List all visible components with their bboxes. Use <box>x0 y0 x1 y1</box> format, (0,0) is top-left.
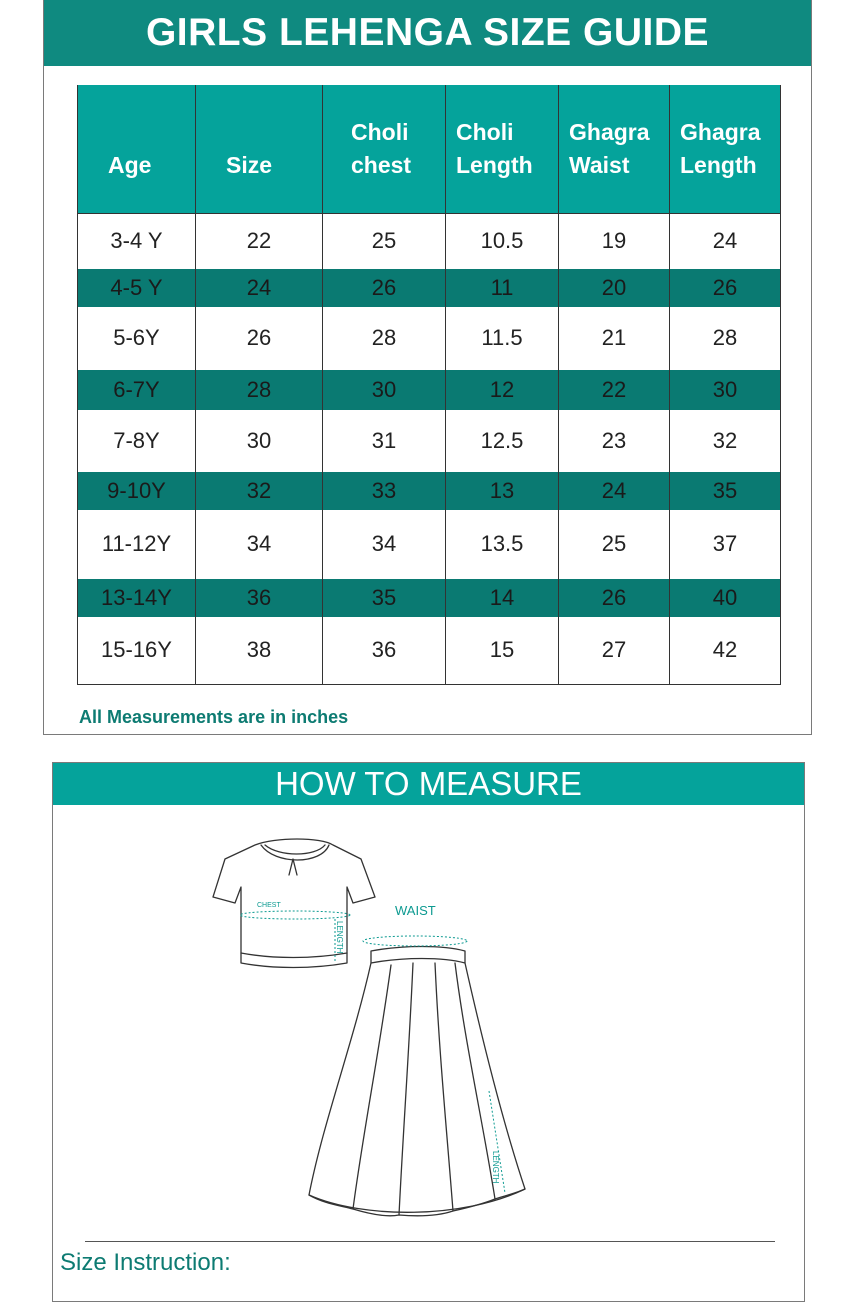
cell-age: 4-5 Y <box>78 269 196 307</box>
cell-size: 24 <box>196 269 323 307</box>
how-to-measure-title: HOW TO MEASURE <box>53 763 804 805</box>
size-table <box>77 85 781 685</box>
cell-ghagra-length: 28 <box>670 307 781 370</box>
cell-ghagra-length: 42 <box>670 617 781 685</box>
cell-choli-length: 14 <box>446 579 559 617</box>
cell-ghagra-waist: 21 <box>559 307 670 370</box>
cell-age: 15-16Y <box>78 617 196 685</box>
cell-ghagra-waist: 22 <box>559 370 670 410</box>
cell-size: 32 <box>196 472 323 510</box>
cell-choli-length: 15 <box>446 617 559 685</box>
cell-age: 6-7Y <box>78 370 196 410</box>
waist-measure-line <box>363 936 467 946</box>
cell-choli-chest: 34 <box>323 510 446 579</box>
cell-size: 36 <box>196 579 323 617</box>
table-header-row <box>78 85 781 214</box>
cell-age: 7-8Y <box>78 410 196 472</box>
header-choli-chest: Choli chest <box>323 85 446 214</box>
cell-choli-chest: 35 <box>323 579 446 617</box>
divider <box>85 1241 775 1242</box>
cell-choli-chest: 31 <box>323 410 446 472</box>
cell-age: 11-12Y <box>78 510 196 579</box>
choli-length-label: LENGTH <box>335 921 344 954</box>
cell-choli-chest: 30 <box>323 370 446 410</box>
skirt-length-label: LENGTH <box>491 1151 500 1184</box>
cell-ghagra-waist: 23 <box>559 410 670 472</box>
table-row <box>78 472 781 510</box>
cell-size: 28 <box>196 370 323 410</box>
how-to-measure-panel <box>52 762 805 1302</box>
cell-ghagra-length: 30 <box>670 370 781 410</box>
cell-size: 26 <box>196 307 323 370</box>
table-row <box>78 214 781 269</box>
table-row <box>78 307 781 370</box>
chest-label: CHEST <box>257 902 281 909</box>
cell-ghagra-waist: 19 <box>559 214 670 269</box>
table-row <box>78 370 781 410</box>
cell-ghagra-length: 24 <box>670 214 781 269</box>
cell-choli-chest: 28 <box>323 307 446 370</box>
cell-choli-length: 11 <box>446 269 559 307</box>
header-choli-length: Choli Length <box>446 85 559 214</box>
cell-choli-length: 12.5 <box>446 410 559 472</box>
cell-ghagra-length: 35 <box>670 472 781 510</box>
cell-age: 9-10Y <box>78 472 196 510</box>
header-ghagra-waist: Ghagra Waist <box>559 85 670 214</box>
cell-ghagra-length: 32 <box>670 410 781 472</box>
table-row <box>78 510 781 579</box>
cell-size: 30 <box>196 410 323 472</box>
cell-size: 22 <box>196 214 323 269</box>
header-ghagra-length: Ghagra Length <box>670 85 781 214</box>
page-title: GIRLS LEHENGA SIZE GUIDE <box>44 0 811 66</box>
cell-choli-chest: 25 <box>323 214 446 269</box>
cell-choli-length: 10.5 <box>446 214 559 269</box>
cell-ghagra-length: 37 <box>670 510 781 579</box>
cell-ghagra-waist: 24 <box>559 472 670 510</box>
cell-age: 5-6Y <box>78 307 196 370</box>
cell-ghagra-waist: 20 <box>559 269 670 307</box>
table-row <box>78 269 781 307</box>
header-age: Age <box>78 85 196 214</box>
table-row <box>78 617 781 685</box>
cell-ghagra-waist: 25 <box>559 510 670 579</box>
cell-size: 38 <box>196 617 323 685</box>
cell-ghagra-waist: 27 <box>559 617 670 685</box>
cell-choli-length: 11.5 <box>446 307 559 370</box>
choli-sketch <box>213 839 375 968</box>
table-row <box>78 410 781 472</box>
table-row <box>78 579 781 617</box>
cell-choli-chest: 36 <box>323 617 446 685</box>
cell-choli-chest: 33 <box>323 472 446 510</box>
garment-illustration <box>203 823 603 1223</box>
cell-ghagra-waist: 26 <box>559 579 670 617</box>
cell-choli-length: 13.5 <box>446 510 559 579</box>
cell-age: 13-14Y <box>78 579 196 617</box>
header-size: Size <box>196 85 323 214</box>
waist-label: WAIST <box>395 903 436 918</box>
measurement-note: All Measurements are in inches <box>79 707 349 727</box>
cell-size: 34 <box>196 510 323 579</box>
cell-age: 3-4 Y <box>78 214 196 269</box>
cell-choli-chest: 26 <box>323 269 446 307</box>
cell-choli-length: 13 <box>446 472 559 510</box>
cell-ghagra-length: 40 <box>670 579 781 617</box>
size-instruction-label: Size Instruction: <box>60 1249 231 1276</box>
cell-ghagra-length: 26 <box>670 269 781 307</box>
size-guide-panel <box>43 0 812 735</box>
chest-measure-line <box>240 911 350 919</box>
cell-choli-length: 12 <box>446 370 559 410</box>
